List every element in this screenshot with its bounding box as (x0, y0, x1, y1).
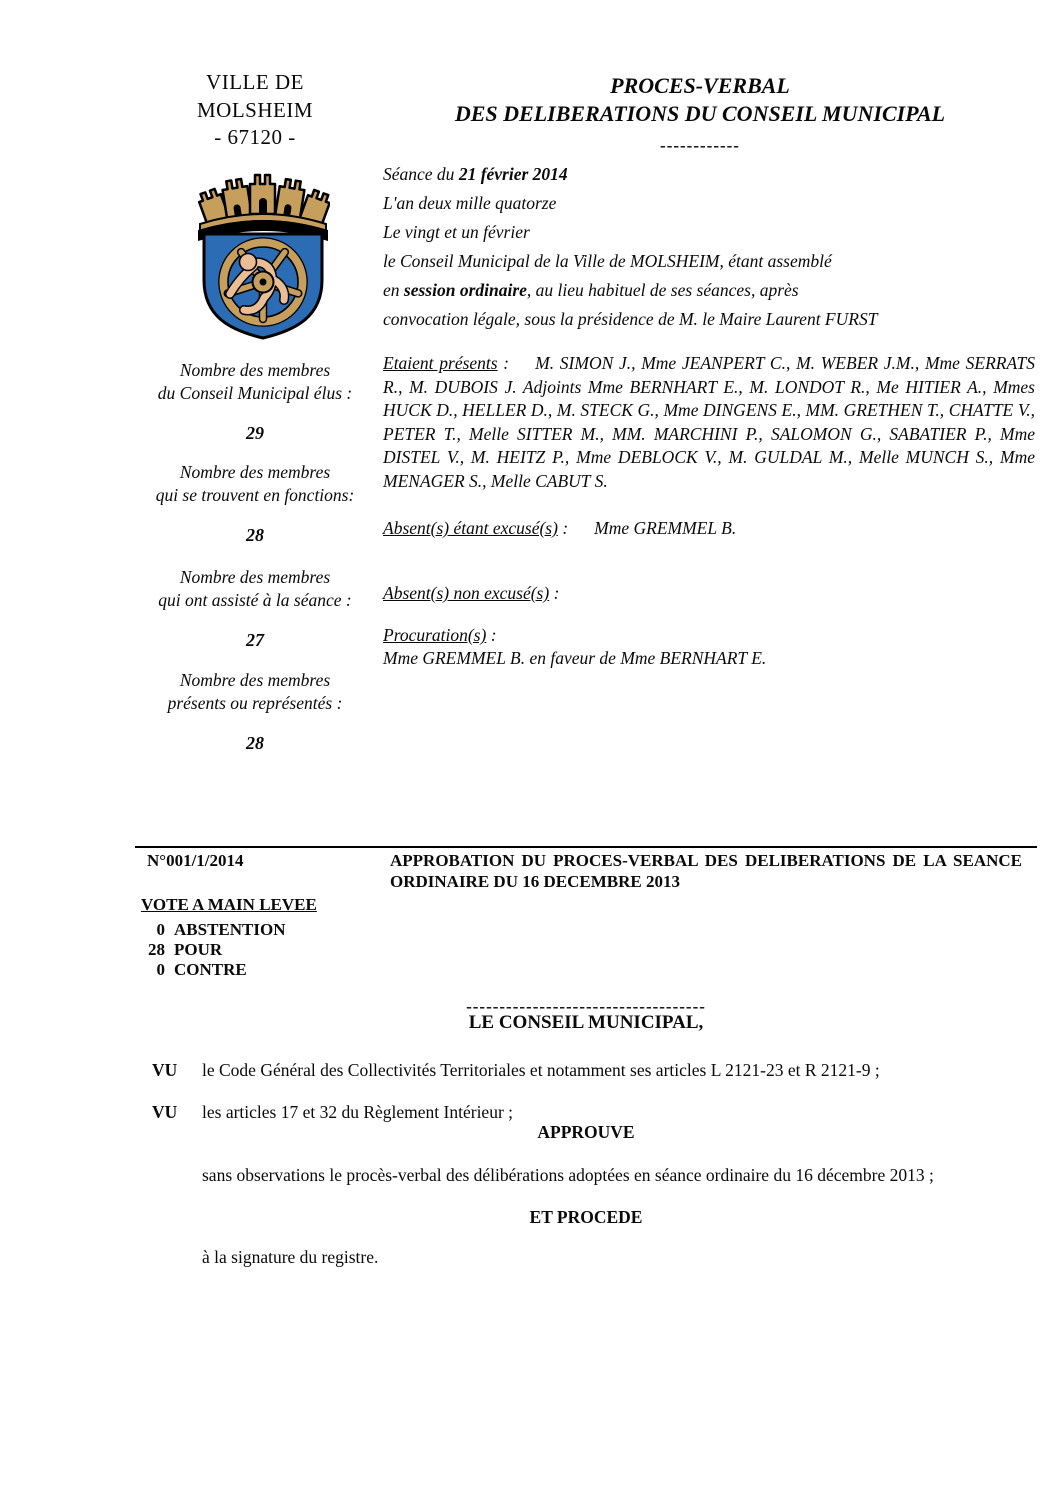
vote-title: VOTE A MAIN LEVEE (141, 895, 317, 914)
procede-heading: ET PROCEDE (529, 1207, 643, 1227)
title-line-1: PROCES-VERBAL (610, 73, 790, 98)
absent-excused-value: Mme GREMMEL B. (594, 518, 737, 538)
members-represented-count: 28 (246, 733, 264, 753)
members-in-office-group: Nombre des membres qui se trouvent en fonctions: 28 (135, 461, 375, 547)
city-header (135, 69, 375, 152)
proxy-label: Procuration(s) (383, 625, 487, 645)
session-line-year: L'an deux mille quatorze (383, 193, 557, 213)
session-line-assembly: le Conseil Municipal de la Ville de MOLSHEIM, étant assemblé (383, 251, 832, 271)
present-label: Etaient présents (383, 353, 498, 373)
section-divider-line (135, 846, 1037, 848)
absent-excused-label: Absent(s) étant excusé(s) (383, 518, 558, 538)
vote-row-contre: 0 CONTRE (156, 960, 247, 979)
proxy-block: Procuration(s) : Mme GREMMEL B. en faveur de Mme BERNHART E. (383, 624, 1035, 670)
council-heading: LE CONSEIL MUNICIPAL, (468, 1012, 704, 1033)
coat-of-arms-image (196, 168, 330, 340)
members-elected-group: Nombre des membres du Conseil Municipal élus : 29 (135, 359, 375, 445)
vote-row-abstention: 0 ABSTENTION (156, 920, 286, 939)
members-in-office-count: 28 (246, 525, 264, 545)
document-title (420, 72, 980, 156)
city-line-name: MOLSHEIM (196, 97, 313, 122)
members-represented-group: Nombre des membres présents ou représentés : 28 (135, 669, 375, 755)
title-line-2: DES DELIBERATIONS DU CONSEIL MUNICIPAL (454, 101, 946, 126)
vote-block (141, 895, 317, 980)
seance-line: Séance du 21 février 2014 (383, 164, 568, 184)
session-line-day: Le vingt et un février (383, 222, 530, 242)
city-line-postcode: - 67120 - (214, 125, 296, 149)
vote-row-pour: 28 POUR (148, 940, 223, 959)
absent-excused-line: Absent(s) étant excusé(s) : Mme GREMMEL B. (383, 518, 737, 538)
approve-text: sans observations le procès-verbal des délibérations adoptées en séance ordinaire du 16 décembre 2013 ; (202, 1165, 934, 1185)
session-line-convocation: convocation légale, sous la présidence de M. le Maire Laurent FURST (383, 309, 878, 329)
present-names-adjoints: M. SIMON J., Mme JEANPERT C., M. WEBER J.M., Mme SERRATS R., M. DUBOIS J. Adjoints (383, 353, 1036, 397)
title-divider-dashes: ------------ (660, 136, 740, 155)
vu-item-code-general: VU le Code Général des Collectivités Territoriales et notamment ses articles L 2121-23 et R 2121-9 ; (152, 1060, 880, 1080)
absent-not-excused-label: Absent(s) non excusé(s) (383, 583, 550, 603)
absent-not-excused-line: Absent(s) non excusé(s) : (383, 583, 560, 603)
members-attending-group: Nombre des membres qui ont assisté à la séance : 27 (135, 566, 375, 652)
attendance-present: Etaient présents : M. SIMON J., Mme JEANPERT C., M. WEBER J.M., Mme SERRATS R., M. DUBOIS J. Adjoints Mme BERNHART E., M. LONDOT R., Me HITIER A., Mmes HUCK D., HELLER D., M. STECK G., Mme DINGENS E., MM. GRETHEN T., CHATTE V., PETER T., Melle SITTER M., MM. MARCHINI P., SALOMON G., SABATIER P., Mme DISTEL V., M. HEITZ P., Mme DEBLOCK V., M. GULDAL M., Melle MUNCH S., Mme MENAGER S., Melle CABUT S. (383, 353, 1036, 491)
city-line-ville: VILLE DE (206, 70, 304, 94)
session-info (383, 160, 1035, 334)
session-line-type: en session ordinaire, au lieu habituel de ses séances, après (383, 280, 799, 300)
approve-heading: APPROUVE (537, 1122, 635, 1142)
procede-text: à la signature du registre. (202, 1247, 379, 1267)
present-names-list: Mme BERNHART E., M. LONDOT R., Me HITIER A., Mmes HUCK D., HELLER D., M. STECK G., Mme DINGENS E., MM. GRETHEN T., CHATTE V., PETER T., Melle SITTER M., MM. MARCHINI P., SALOMON G., SABATIER P., Mme DISTEL V., M. HEITZ P., Mme DEBLOCK V., M. GULDAL M., Melle MUNCH S., Mme MENAGER S., Melle CABUT S. (383, 376, 1035, 491)
council-divider-dashes: ------------------------------------ (466, 997, 706, 1016)
members-elected-count: 29 (246, 423, 264, 443)
seance-date: 21 février 2014 (458, 164, 568, 184)
deliberation-subject: APPROBATION DU PROCES-VERBAL DES DELIBERATIONS DE LA SEANCE ORDINAIRE DU 16 DECEMBRE 2013 (390, 851, 1022, 891)
vu-item-reglement: VU les articles 17 et 32 du Règlement Intérieur ; (152, 1102, 514, 1122)
deliberation-number: N°001/1/2014 (147, 851, 244, 870)
members-attending-count: 27 (246, 630, 264, 650)
proxy-value: Mme GREMMEL B. en faveur de Mme BERNHART E. (383, 648, 767, 668)
